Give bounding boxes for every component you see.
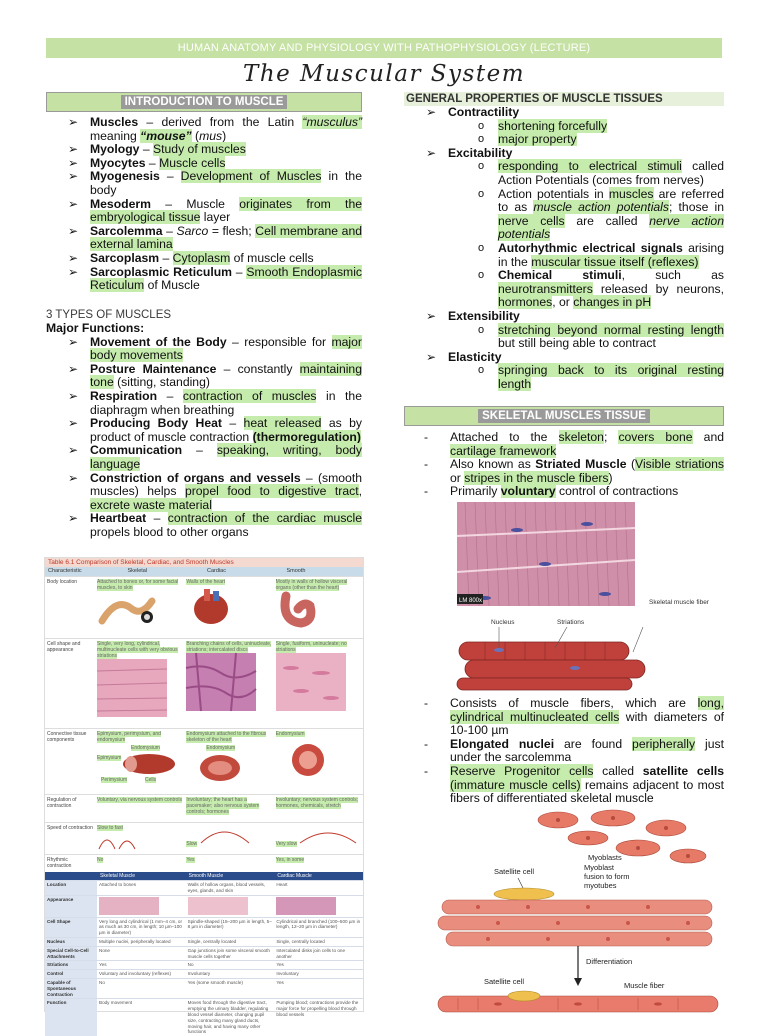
circle-bullet-icon: o — [478, 160, 485, 173]
list-item: ➢ Myology – Study of muscles — [68, 142, 246, 157]
striations-label: Striations — [557, 619, 585, 626]
list-item: o shortening forcefully — [478, 118, 608, 133]
course-header-bar — [46, 38, 722, 58]
arrow-bullet-icon: ➢ — [68, 416, 79, 431]
list-item: ➢ Heartbeat – contraction of the cardiac muscle propels blood to other organs — [68, 511, 362, 539]
myoblasts-label: Myoblasts — [588, 853, 622, 862]
list-item: ➢ Extensibility — [426, 308, 520, 323]
table-row: Location Attached to bones Walls of hollow organs, blood vessels, eyes, glands, and skin Heart — [45, 880, 363, 895]
list-item: ➢ Muscles – derived from the Latin “musculus” meaning “mouse” (mus) — [68, 115, 362, 143]
table-row: Cell shape and appearance Single, very long, cylindrical, multinucleate cells with very obvious striations Branching chains of cells, uninucleate, striations; intercalated discs Single, fusiform, uninucleate; no striations — [45, 638, 363, 728]
myoblast-fusion-label-3: myotubes — [584, 881, 617, 890]
circle-bullet-icon: o — [478, 269, 485, 282]
skeletal-heading-box — [404, 406, 724, 426]
micrograph-illustration — [455, 502, 723, 692]
satellite-cell-label-2: Satellite cell — [484, 977, 525, 986]
myoblast-development-figure — [438, 808, 720, 1016]
general-properties-heading: GENERAL PROPERTIES OF MUSCLE TISSUES — [404, 92, 724, 106]
list-item: ➢ Myocytes – Muscle cells — [68, 155, 226, 170]
major-functions-label: Major Functions: — [46, 321, 145, 335]
dash-bullet: - — [424, 696, 429, 710]
arrow-bullet-icon: ➢ — [68, 443, 79, 458]
list-item: - Consists of muscle fibers, which are long, cylindrical multinucleated cells with diameters of 10-100 µm — [424, 696, 724, 738]
skeletal-fiber-label: Skeletal muscle fiber — [649, 599, 709, 606]
table-row: Rhythmic contraction No Yes Yes, in some — [45, 854, 363, 868]
fast-contraction-curve — [97, 831, 157, 851]
table-row: Special Cell-to-Cell Attachments None Gap junctions join some visceral smooth muscle cells together Intercalated disks join cells to one another — [45, 946, 363, 961]
cardiac-connective-diagram: Endomysium — [186, 743, 271, 785]
arrow-bullet-icon: ➢ — [68, 388, 79, 403]
smooth-appearance-image — [188, 897, 248, 915]
list-item: ➢ Sarcolemma – Sarco = flesh; Cell membrane and external lamina — [68, 223, 363, 252]
skeletal-muscle-micrograph-figure — [455, 502, 723, 692]
dash-bullet: - — [424, 736, 429, 751]
muscle-comparison-table-figure — [44, 557, 364, 1035]
table-row: Speed of contraction Slow to fast Slow Very slow — [45, 822, 363, 854]
arrow-bullet-icon: ➢ — [68, 250, 79, 265]
table-header: Characteristic Skeletal Cardiac Smooth — [45, 567, 363, 576]
arrow-bullet-icon: ➢ — [68, 223, 79, 238]
intro-heading-box — [46, 92, 362, 112]
dash-bullet: - — [424, 457, 429, 472]
table-row: Control Voluntary and involuntary (reflexes) Involuntary Involuntary — [45, 969, 363, 978]
arrow-bullet-icon: ➢ — [68, 115, 79, 129]
arrow-bullet-icon: ➢ — [68, 264, 79, 279]
table-row: Function Body movement Moves food through the digestive tract, emptying the urinary bladder, regulating blood vessel diameter, changing pupil size, contracting many gland ducts, moving hair, and having many other functions Pumping blood; contractions provide the major force for propelling blood through blood vessels — [45, 998, 363, 1036]
circle-bullet-icon: o — [478, 119, 485, 132]
list-item: ➢ Posture Maintenance – constantly maintaining tone (sitting, standing) — [68, 361, 362, 390]
cardiac-bundle-illustration — [198, 753, 242, 783]
list-item: ➢ Elasticity — [426, 349, 502, 364]
arrow-bullet-icon: ➢ — [68, 361, 79, 376]
list-item: - Reserve Progenitor cells called satellite cells (immature muscle cells) remains adjacent to most fibers of differentiated skeletal muscle — [424, 763, 724, 806]
arrow-bullet-icon: ➢ — [68, 334, 79, 349]
muscle-fiber-label: Muscle fiber — [624, 981, 665, 990]
stomach-illustration — [276, 591, 316, 627]
list-item: ➢ Contractility — [426, 105, 520, 119]
arm-bones-illustration — [97, 591, 157, 627]
list-item: - Elongated nuclei are found peripherally just under the sarcolemma — [424, 736, 724, 765]
list-item: ➢ Sarcoplasm – Cytoplasm of muscle cells — [68, 250, 314, 265]
table-row: Regulation of contraction Voluntary, via nervous system controls Involuntary; the heart has a pacemaker; also nervous system controls; hormones Involuntary; nervous system controls; hormones, chemicals, stretch — [45, 794, 363, 822]
arrow-bullet-icon: ➢ — [68, 169, 79, 184]
list-item: ➢ Mesoderm – Muscle originates from the embryological tissue layer — [68, 196, 363, 225]
arrow-bullet-icon: ➢ — [426, 308, 437, 323]
table-row: Connective tissue components Epimysium, perimysium, and endomysium Endomysium Epimysium Perimysium Cells Endomysium attached to the fibrous skeleton of the heart Endomysium Endomysium — [45, 728, 363, 794]
satellite-cell-label: Satellite cell — [494, 867, 535, 876]
list-item: o stretching beyond normal resting length but still being able to contract — [478, 322, 724, 351]
slow-contraction-curve — [199, 825, 259, 845]
list-item: - Attached to the skeleton; covers bone and cartilage framework — [424, 430, 724, 458]
myoblast-development-illustration — [438, 808, 720, 1016]
table2-header: Skeletal Muscle Smooth Muscle Cardiac Muscle — [45, 872, 363, 880]
dash-bullet: - — [424, 763, 429, 778]
list-item: ➢ Sarcoplasmic Reticulum – Smooth Endoplasmic Reticulum of Muscle — [68, 264, 362, 293]
smooth-bundle-illustration — [290, 743, 326, 777]
arrow-bullet-icon: ➢ — [426, 105, 437, 119]
differentiation-label: Differentiation — [586, 957, 633, 966]
list-item: o Autorhythmic electrical signals arising in the muscular tissue itself (reflexes) — [478, 240, 724, 269]
table-row: Striations Yes No Yes — [45, 960, 363, 969]
list-item: - Also known as Striated Muscle (Visible striations or stripes in the muscle fibers) — [424, 457, 724, 485]
list-item: ➢ Excitability — [426, 145, 513, 160]
table-row: Nucleus Multiple nuclei, peripherally located Single, centrally located Single, centrally located — [45, 937, 363, 946]
arrow-bullet-icon: ➢ — [426, 349, 437, 364]
circle-bullet-icon: o — [478, 364, 485, 377]
circle-bullet-icon: o — [478, 241, 485, 254]
circle-bullet-icon: o — [478, 323, 485, 336]
arrow-bullet-icon: ➢ — [68, 196, 79, 211]
skeletal-cells-micrograph — [97, 659, 167, 717]
lm-label: LM 800x — [459, 598, 483, 604]
table-row: Body location Attached to bones or, for some facial muscles, to skin Walls of the heart Mostly in walls of hollow visceral organs (other than the heart) — [45, 576, 363, 638]
table-title: Table 6.1 Comparison of Skeletal, Cardiac, and Smooth Muscles — [45, 558, 363, 567]
skeletal-list-1 — [404, 431, 724, 499]
heart-illustration — [186, 585, 236, 625]
table-row: Capable of Spontaneous Contraction No Yes (some smooth muscle) Yes — [45, 978, 363, 998]
list-item: ➢ Movement of the Body – responsible for major body movements — [68, 334, 362, 363]
dash-bullet: - — [424, 430, 429, 444]
circle-bullet-icon: o — [478, 187, 485, 200]
skeletal-appearance-image — [99, 897, 159, 915]
arrow-bullet-icon: ➢ — [426, 145, 437, 160]
myoblast-fusion-label-1: Myoblast — [584, 863, 615, 872]
list-item: - Primarily voluntary control of contractions — [424, 484, 679, 499]
types-list — [46, 322, 362, 540]
table-row: Appearance — [45, 895, 363, 917]
general-properties-list — [404, 106, 724, 391]
muscle-bundle-illustration — [121, 753, 177, 775]
list-item: ➢ Communication – speaking, writing, body language — [68, 443, 362, 471]
smooth-cells-micrograph — [276, 653, 346, 711]
list-item: ➢ Myogenesis – Development of Muscles in the body — [68, 169, 362, 197]
table-row: Cell Shape Very long and cylindrical (1 mm–4 cm, or as much as 30 cm, in length; 10 µm–100 µm in diameter) Spindle-shaped (15–200 µm in length, 5–8 µm in diameter) Cylindrical and branched (100–500 µm in length, 12–20 µm in diameter) — [45, 917, 363, 937]
arrow-bullet-icon: ➢ — [68, 511, 79, 526]
cardiac-appearance-image — [276, 897, 336, 915]
list-item: o major property — [478, 132, 577, 147]
very-slow-contraction-curve — [298, 825, 358, 845]
list-item: o Chemical stimuli, such as neurotransmitters released by neurons, hormones, or changes in pH — [478, 268, 724, 310]
arrow-bullet-icon: ➢ — [68, 142, 79, 157]
list-item: o responding to electrical stimuli called Action Potentials (comes from nerves) — [478, 159, 724, 187]
nucleus-label: Nucleus — [491, 619, 515, 626]
myoblast-fusion-label-2: fusion to form — [584, 872, 630, 881]
page-title: The Muscular System — [242, 61, 526, 87]
skeletal-heading: SKELETAL MUSCLES TISSUE — [478, 409, 650, 423]
types-heading: 3 TYPES OF MUSCLES — [46, 308, 362, 322]
list-item: o Action potentials in muscles are referred to as muscle action potentials; those in nerve cells are called nerve action potentials — [478, 186, 724, 242]
list-item: ➢ Producing Body Heat – heat released as by product of muscle contraction (thermoregulation) — [68, 416, 362, 444]
list-item: ➢ Respiration – contraction of muscles in the diaphragm when breathing — [68, 388, 362, 417]
intro-list — [46, 116, 362, 293]
skeletal-list-2 — [404, 697, 724, 806]
dash-bullet: - — [424, 484, 429, 499]
circle-bullet-icon: o — [478, 133, 485, 146]
course-title: HUMAN ANATOMY AND PHYSIOLOGY WITH PATHOPHYSIOLOGY (LECTURE) — [177, 42, 591, 54]
list-item: ➢ Constriction of organs and vessels – (smooth muscles) helps propel food to digestive tract, excrete waste material — [68, 470, 362, 512]
arrow-bullet-icon: ➢ — [68, 470, 79, 485]
intro-heading: INTRODUCTION TO MUSCLE — [121, 95, 288, 109]
cardiac-cells-micrograph — [186, 653, 256, 711]
connective-tissue-diagram: Endomysium Epimysium Perimysium Cells — [97, 743, 182, 785]
arrow-bullet-icon: ➢ — [68, 155, 79, 170]
list-item: o springing back to its original resting length — [478, 363, 724, 391]
